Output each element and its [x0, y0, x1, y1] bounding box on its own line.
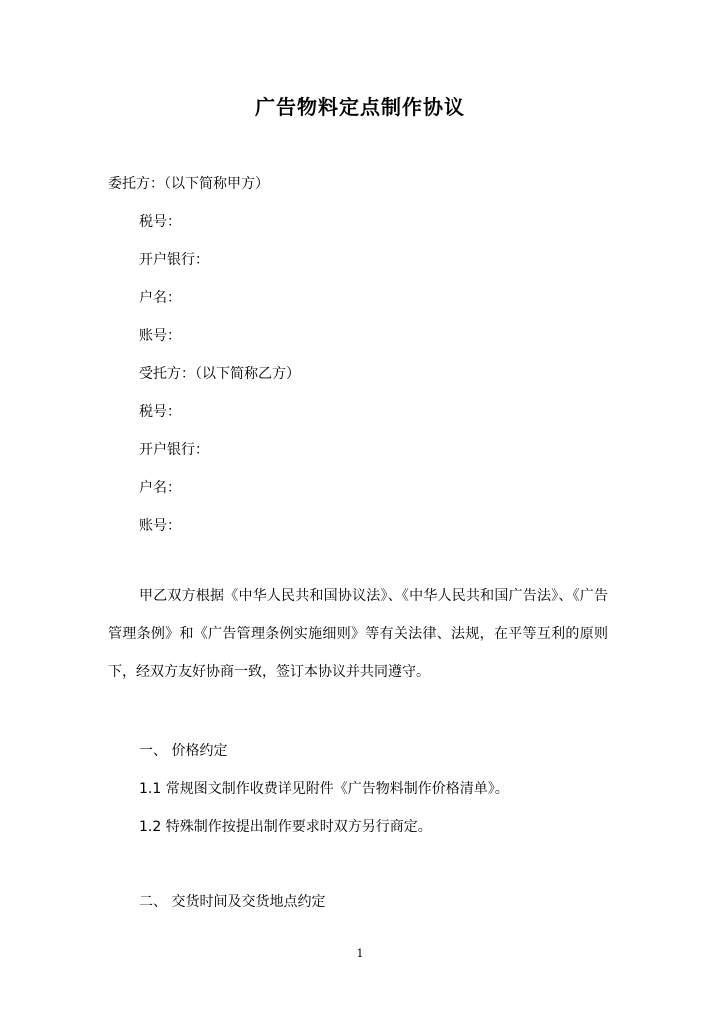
party-a-bank: 开户银行：	[139, 252, 209, 268]
party-b-account-name: 户名：	[139, 480, 181, 496]
party-a-heading: 委托方：（以下简称甲方）	[108, 176, 269, 192]
clause-1-2: 1.2 特殊制作按提出制作要求时双方另行商定。	[139, 819, 432, 835]
document-title: 广告物料定点制作协议	[255, 95, 465, 119]
party-a-tax-no: 税号：	[139, 214, 181, 230]
party-b-tax-no: 税号：	[139, 404, 181, 420]
clause-1-1: 1.1 常规图文制作收费详见附件《广告物料制作价格清单》。	[139, 781, 509, 797]
section-2-heading: 二、 交货时间及交货地点约定	[139, 894, 326, 910]
party-b-heading: 受托方：（以下简称乙方）	[139, 366, 300, 382]
section-1-heading: 一、 价格约定	[139, 743, 228, 759]
party-a-account-no: 账号：	[139, 328, 181, 344]
party-b-account-no: 账号：	[139, 518, 181, 534]
party-b-bank: 开户银行：	[139, 442, 209, 458]
party-a-account-name: 户名：	[139, 290, 181, 306]
page-number: 1	[356, 947, 364, 960]
preamble-paragraph: 甲乙双方根据《中华人民共和国协议法》、《中华人民共和国广告法》、《广告管理条例》和《广告管理条例实施细则》等有关法律、法规，在平等互利的原则下，经双方友好协商一致，签订本协议并共同遵守。	[108, 588, 608, 680]
